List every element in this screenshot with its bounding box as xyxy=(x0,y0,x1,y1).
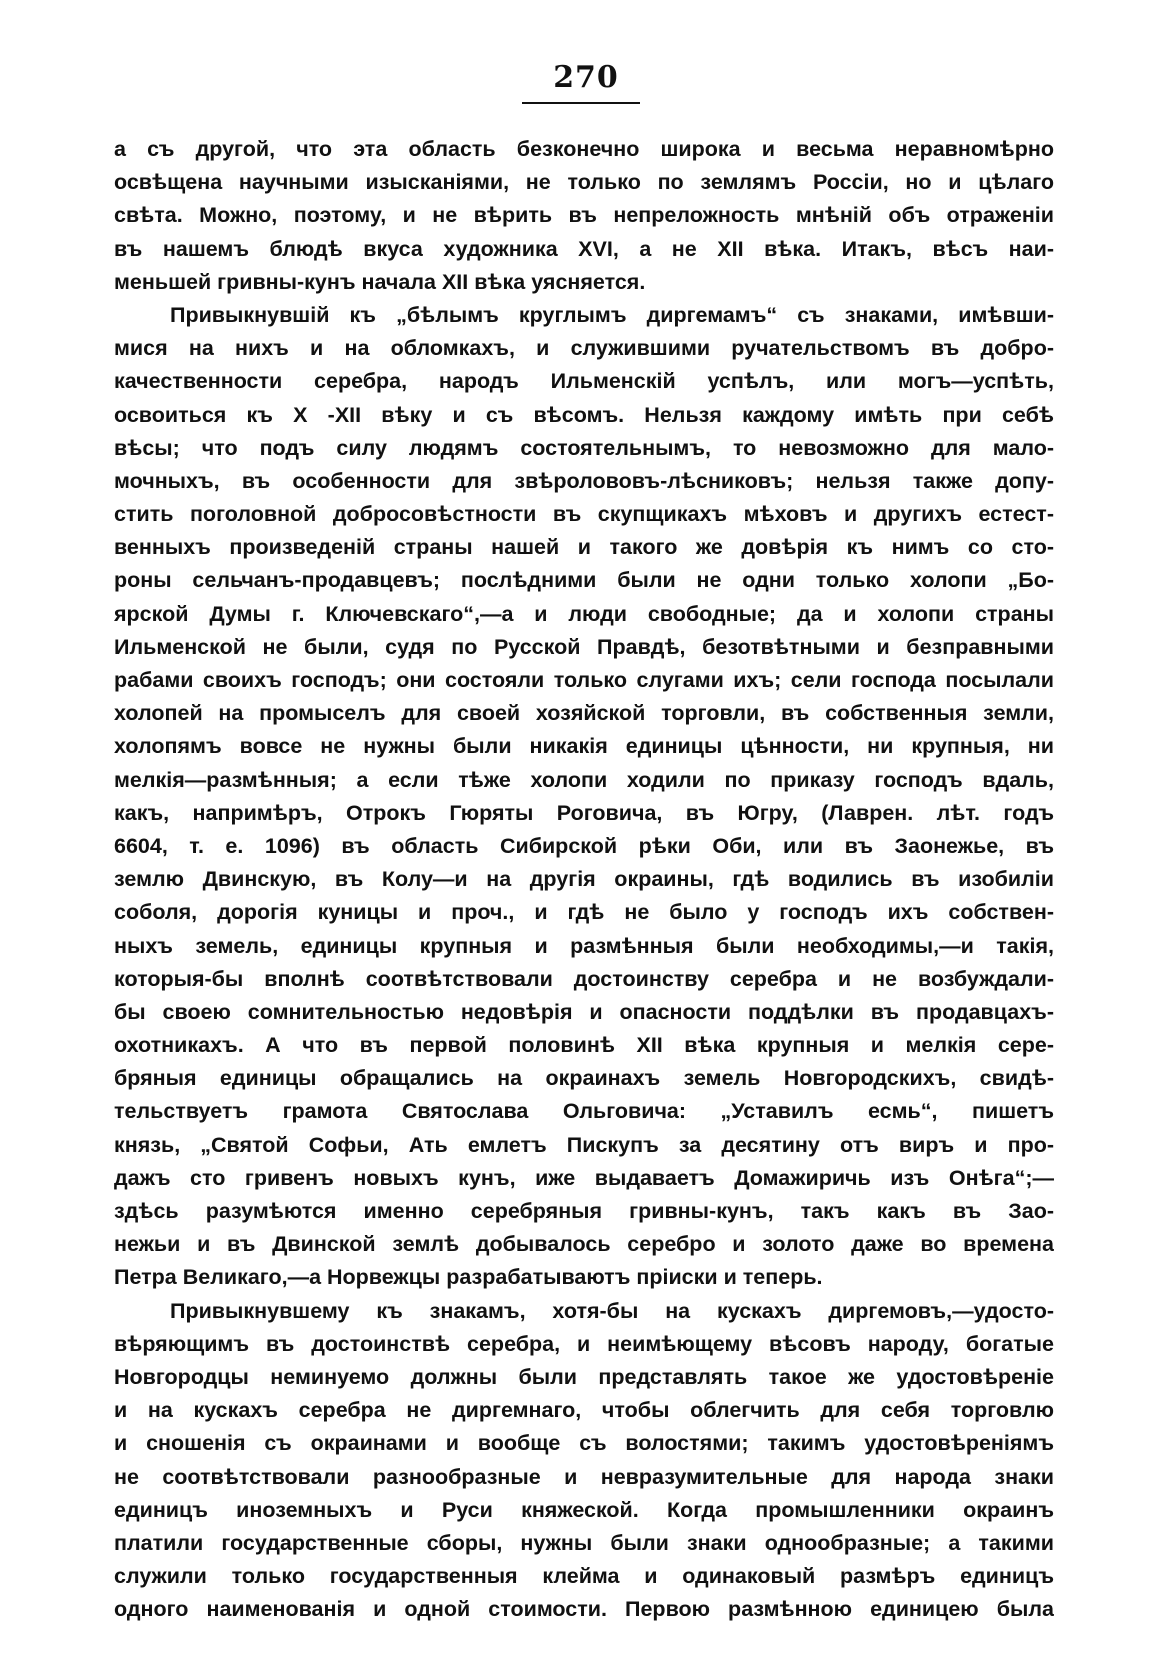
text-line: рабами своихъ господъ; они состояли только слугами ихъ; сели господа посылали xyxy=(114,668,1054,692)
page-number-rule xyxy=(522,102,640,104)
text-line: дажъ сто гривенъ новыхъ кунъ, иже выдаваетъ Домажиричь изъ Онѣга“;— xyxy=(114,1165,1054,1190)
text-line: единицъ иноземныхъ и Руси княжеской. Когда промышленники окраинъ xyxy=(114,1497,1054,1522)
text-line: 6604, т. е. 1096) въ область Сибирской рѣки Оби, или въ Заонежье, въ xyxy=(114,833,1054,858)
text-line: Ильменской не были, судя по Русской Правдѣ, безотвѣтными и безправными xyxy=(114,634,1054,659)
text-line: одного наименованія и одной стоимости. Первою размѣнною единицею была xyxy=(114,1597,1054,1622)
text-line: какъ, напримѣръ, Отрокъ Гюряты Роговича, въ Югру, (Лаврен. лѣт. годъ xyxy=(114,800,1054,825)
text-line: качественности серебра, народъ Ильменскій успѣлъ, или могъ—успѣть, xyxy=(114,369,1054,394)
text-line: бы своею сомнительностью недовѣрія и опасности поддѣлки въ продавцахъ- xyxy=(114,999,1054,1024)
text-line: и на кускахъ серебра не диргемнаго, чтобы облегчить для себя торговлю xyxy=(114,1398,1054,1423)
text-line: служили только государственныя клейма и одинаковый размѣръ единицъ xyxy=(114,1564,1054,1589)
text-line: холопей на промыселъ для своей хозяйской торговли, въ собственныя земли, xyxy=(114,701,1054,726)
text-line: а съ другой, что эта область безконечно широка и весьма неравномѣрно xyxy=(114,137,1054,161)
text-line: которыя-бы вполнѣ соотвѣтствовали достоинству серебра и не возбуждали- xyxy=(114,966,1054,991)
page-text xyxy=(114,133,1054,1626)
text-line: Петра Великаго,—а Норвежцы разрабатываютъ пріиски и теперь. xyxy=(114,1265,823,1290)
text-line: меньшей гривны-кунъ начала XII вѣка уясняется. xyxy=(114,269,646,294)
text-line: стить поголовной добросовѣстности въ скупщикахъ мѣховъ и другихъ естест- xyxy=(114,502,1054,527)
text-line: въ нашемъ блюдѣ вкуса художника XVI, а не XII вѣка. Итакъ, вѣсъ наи- xyxy=(114,236,1054,261)
text-line: платили государственные сборы, нужны были знаки однообразные; а такими xyxy=(114,1530,1054,1555)
text-line: роны сельчанъ-продавцевъ; послѣдними были не одни только холопи „Бо- xyxy=(114,568,1054,593)
text-line: нежьи и въ Двинской землѣ добывалось серебро и золото даже во времена xyxy=(114,1232,1054,1257)
text-line: холопямъ вовсе не нужны были никакія единицы цѣнности, ни крупныя, ни xyxy=(114,734,1054,759)
text-line: князь, „Святой Софьи, Ать емлетъ Пискупъ за десятину отъ виръ и про- xyxy=(114,1132,1054,1157)
text-line: ярской Думы г. Ключевскаго“,—а и люди свободные; да и холопи страны xyxy=(114,601,1054,626)
text-line: землю Двинскую, въ Колу—и на другія окраины, гдѣ водились въ изобиліи xyxy=(114,867,1054,892)
text-line: венныхъ произведеній страны нашей и такого же довѣрія къ нимъ со сто- xyxy=(114,535,1054,560)
text-line: вѣряющимъ въ достоинствѣ серебра, и неимѣющему вѣсовъ народу, богатые xyxy=(114,1331,1054,1356)
text-line: Привыкнувшему къ знакамъ, хотя-бы на кускахъ диргемовъ,—удосто- xyxy=(170,1298,1054,1323)
page-number: 270 xyxy=(553,60,619,95)
text-line: бряныя единицы обращались на окраинахъ земель Новгородскихъ, свидѣ- xyxy=(114,1066,1054,1091)
text-line: охотникахъ. А что въ первой половинѣ XII вѣка крупныя и мелкія сере- xyxy=(114,1033,1054,1058)
text-line: мелкія—размѣнныя; а если тѣже холопи ходили по приказу господъ вдаль, xyxy=(114,767,1054,792)
text-line: мочныхъ, въ особенности для звѣролововъ-лѣсниковъ; нельзя также допу- xyxy=(114,468,1054,493)
text-line: Новгородцы неминуемо должны были представлять такое же удостовѣреніе xyxy=(114,1364,1054,1389)
text-line: вѣсы; что подъ силу людямъ состоятельнымъ, то невозможно для мало- xyxy=(114,435,1054,460)
text-line: тельствуетъ грамота Святослава Ольговича: „Уставилъ есмь“, пишетъ xyxy=(114,1099,1054,1124)
text-line: ныхъ земель, единицы крупныя и размѣнныя были необходимы,—и такія, xyxy=(114,933,1054,958)
text-line: освѣщена научными изысканіями, не только по землямъ Россіи, но и цѣлаго xyxy=(114,170,1054,195)
text-line: свѣта. Можно, поэтому, и не вѣрить въ непреложность мнѣній объ отраженіи xyxy=(114,203,1054,228)
text-line: и сношенія съ окраинами и вообще съ волостями; такимъ удостовѣреніямъ xyxy=(114,1431,1054,1456)
text-line: Привыкнувшій къ „бѣлымъ круглымъ диргемамъ“ съ знаками, имѣвши- xyxy=(170,302,1054,327)
text-line: освоиться къ X -XII вѣку и съ вѣсомъ. Нельзя каждому имѣть при себѣ xyxy=(114,402,1054,427)
text-line: мися на нихъ и на обломкахъ, и служившими ручательствомъ въ добро- xyxy=(114,336,1054,361)
text-line: здѣсь разумѣются именно серебряныя гривны-кунъ, такъ какъ въ Зао- xyxy=(114,1199,1054,1223)
text-line: не соотвѣтствовали разнообразные и невразумительные для народа знаки xyxy=(114,1464,1054,1489)
text-line: соболя, дорогія куницы и проч., и гдѣ не было у господъ ихъ собствен- xyxy=(114,900,1054,925)
